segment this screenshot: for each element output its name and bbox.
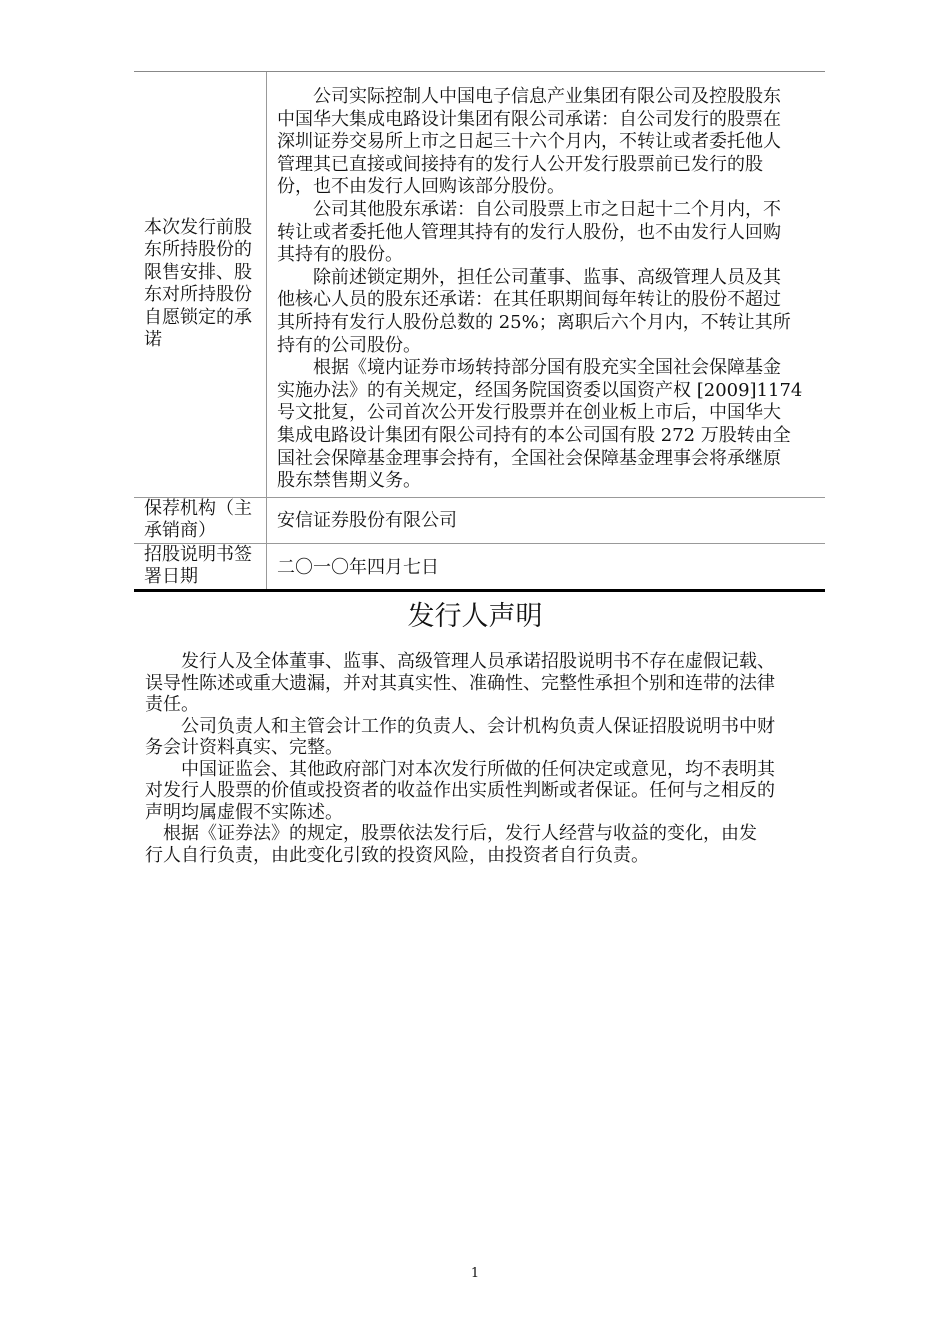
text-line: 股东禁售期义务。 [277,470,421,492]
declaration-title: 发行人声明 [407,601,543,632]
row-label [134,498,267,543]
text-line: 除前述锁定期外，担任公司董事、监事、高级管理人员及其 [313,266,781,288]
label-line: 自愿锁定的承 [144,306,252,328]
text-line: 国社会保障基金理事会持有，全国社会保障基金理事会将承继原 [277,447,781,469]
text-line: 声明均属虚假不实陈述。 [145,801,343,823]
text-line: 务会计资料真实、完整。 [145,737,343,758]
text-line: 份，也不由发行人回购该部分股份。 [277,176,565,198]
text-line: 实施办法》的有关规定，经国务院国资委以国资产权 [2009]1174 [277,379,803,401]
text-line: 持有的公司股份。 [277,334,421,356]
text-line: 根据《境内证券市场转持部分国有股充实全国社会保障基金 [313,357,781,379]
label-line: 招股说明书签 [144,543,252,565]
declaration-paragraph [145,759,825,824]
text-line: 号文批复，公司首次公开发行股票并在创业板上市后，中国华大 [277,402,781,424]
text-line: 安信证券股份有限公司 [277,509,457,531]
label-line: 保荐机构（主 [144,497,252,519]
text-line: 公司其他股东承诺：自公司股票上市之日起十二个月内，不 [313,198,781,220]
paragraph [277,357,819,493]
text-line: 集成电路设计集团有限公司持有的本公司国有股 272 万股转由全 [277,424,791,446]
label-line: 东所持股份的 [144,239,252,261]
label-line: 限售安排、股 [144,261,252,283]
row-label [134,72,267,497]
text-line: 中国华大集成电路设计集团有限公司承诺：自公司发行的股票在 [277,108,781,130]
text-line: 转让或者委托他人管理其持有的发行人股份，也不由发行人回购 [277,221,781,243]
paragraph [277,510,457,533]
text-line: 公司负责人和主管会计工作的负责人、会计机构负责人保证招股说明书中财 [145,715,775,737]
row-content [267,498,825,543]
declaration-paragraph [145,651,825,716]
text-line: 公司实际控制人中国电子信息产业集团有限公司及控股股东 [313,86,781,107]
text-line: 中国证监会、其他政府部门对本次发行所做的任何决定或意见，均不表明其 [145,758,775,780]
table-row [134,544,825,592]
label-line: 承销商） [144,520,216,542]
declaration-body [145,651,825,866]
paragraph [277,199,819,267]
label-line: 东对所持股份 [144,284,252,306]
paragraph [277,557,439,580]
text-line: 深圳证券交易所上市之日起三十六个月内，不转让或者委托他人 [277,131,781,153]
text-line: 根据《证券法》的规定，股票依法发行后，发行人经营与收益的变化，由发 [145,823,757,844]
text-line: 行人自行负责，由此变化引致的投资风险，由投资者自行负责。 [145,844,649,866]
declaration-paragraph [145,716,825,759]
text-line: 发行人及全体董事、监事、高级管理人员承诺招股说明书不存在虚假记载、 [145,651,775,672]
text-line: 其所持有发行人股份总数的 25%；离职后六个月内，不转让其所 [277,311,791,333]
table-row [134,498,825,544]
text-line: 其持有的股份。 [277,244,403,266]
label-line: 诺 [144,329,162,351]
paragraph [277,267,819,357]
row-content [267,72,825,497]
paragraph [277,86,819,199]
text-line: 对发行人股票的价值或投资者的收益作出实质性判断或者保证。任何与之相反的 [145,780,775,801]
row-content [267,544,825,589]
text-line: 他核心人员的股东还承诺：在其任职期间每年转让的股份不超过 [277,289,781,311]
declaration-paragraph [145,823,825,866]
label-line: 本次发行前股 [144,216,252,238]
text-line: 二〇一〇年四月七日 [277,556,439,578]
text-line: 误导性陈述或重大遗漏，并对其真实性、准确性、完整性承担个别和连带的法律 [145,672,775,694]
row-label [134,544,267,589]
prospectus-summary-table [134,71,825,592]
text-line: 管理其已直接或间接持有的发行人公开发行股票前已发行的股 [277,153,763,175]
text-line: 责任。 [145,694,199,715]
label-line: 署日期 [144,566,198,588]
page-number: 1 [470,1266,480,1281]
table-row [134,72,825,498]
